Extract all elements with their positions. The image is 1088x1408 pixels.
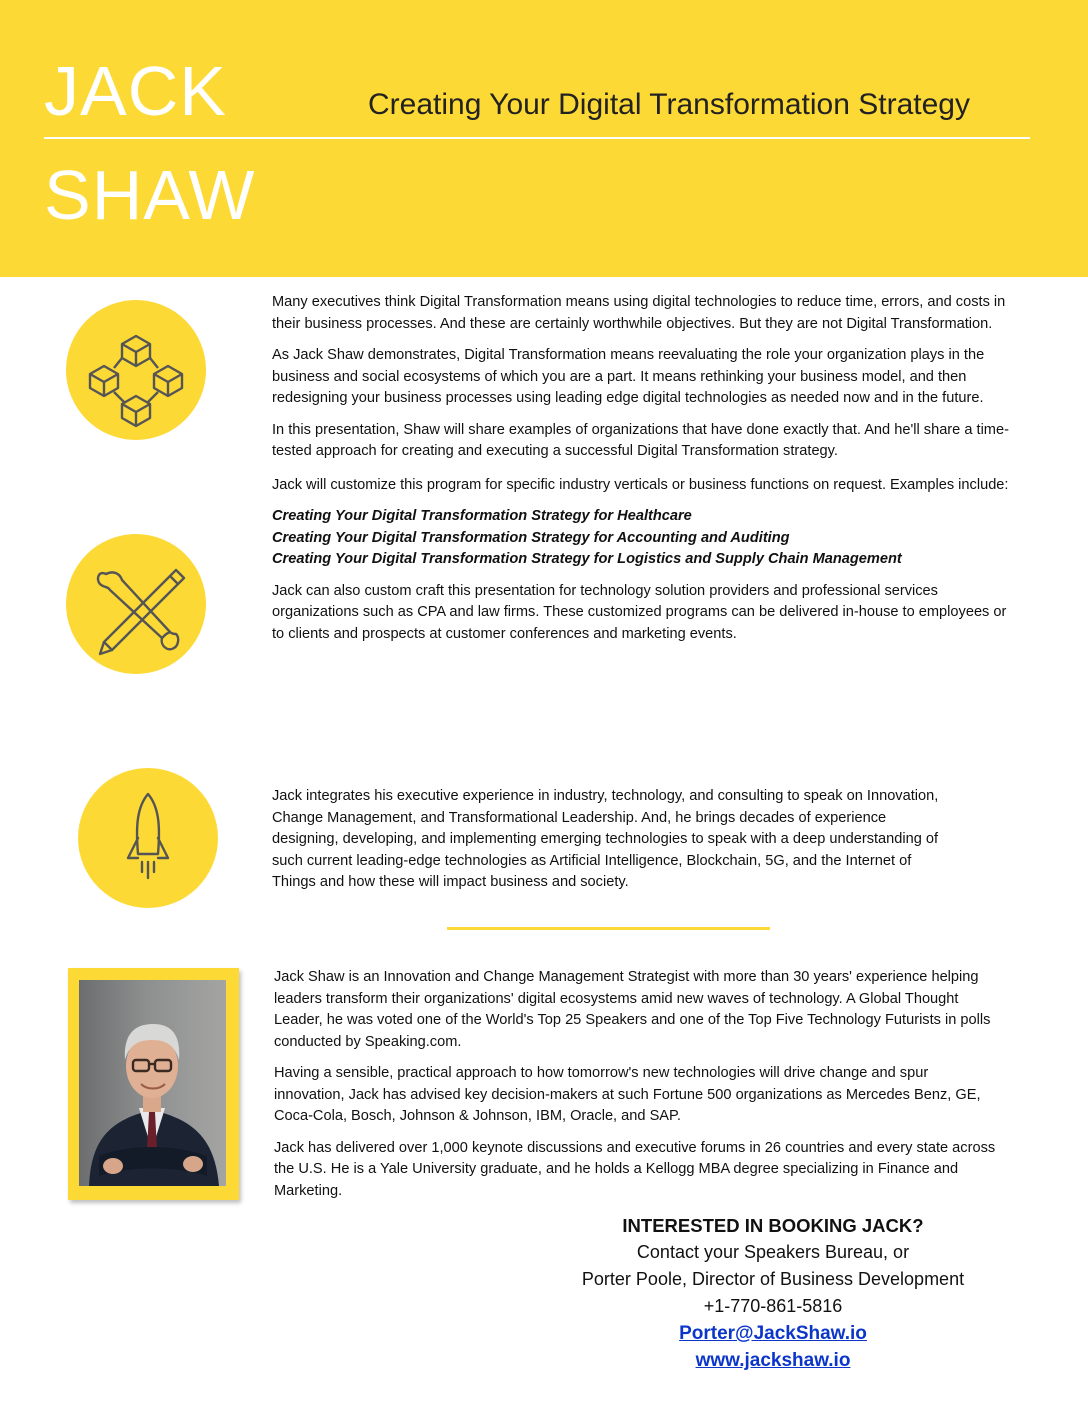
rocket-icon xyxy=(78,768,218,908)
contact-line-1: Contact your Speakers Bureau, or xyxy=(636,1242,910,1262)
intro-paragraph-3: In this presentation, Shaw will share examples of organizations that have done exactly that. And he'll share a time-tested approach for creating and executing a successful Digital Transformation strategy. xyxy=(272,421,1009,459)
name-last: SHAW xyxy=(44,156,256,234)
bio-paragraph-3: Jack has delivered over 1,000 keynote discussions and executive forums in 26 countries and every state across the U.S. He is a Yale University graduate, and he holds a Kellogg MBA degree specializing in Finance and Marketing. xyxy=(274,1139,996,1199)
bio-paragraph-2: Having a sensible, practical approach to how tomorrow's new technologies will drive change and spur innovation, Jack has advised key decision-makers at such Fortune 500 organizations as Mercedes Benz, GE, Coca-Cola, Bosch, Johnson & Johnson, IBM, Oracle, and SAP. xyxy=(274,1065,981,1124)
booking-heading: INTERESTED IN BOOKING JACK? xyxy=(622,1215,924,1236)
experience-paragraph: Jack integrates his executive experience in industry, technology, and consulting to speak on Innovation, Change Management, and Transformational Leadership. And, he brings decades of experience designing, developing, and implementing emerging technologies to speak with a deep understanding of such current leading-edge technologies as Artificial Intelligence, Blockchain, 5G, and the Internet of Things and how these will impact business and society. xyxy=(272,788,939,890)
example-healthcare: Creating Your Digital Transformation Strategy for Healthcare xyxy=(272,508,692,524)
photo-frame xyxy=(68,968,239,1200)
name-first: JACK xyxy=(44,52,227,130)
example-logistics: Creating Your Digital Transformation Strategy for Logistics and Supply Chain Management xyxy=(272,551,902,567)
tools-icon xyxy=(66,534,206,674)
intro-paragraph-1: Many executives think Digital Transformation means using digital technologies to reduce time, errors, and costs in their business processes. And these are certainly worthwhile objectives. But they are not Digital Transformation. xyxy=(272,294,1006,332)
section-divider xyxy=(447,927,770,930)
contact-block xyxy=(540,1212,1006,1374)
contact-line-2: Porter Poole, Director of Business Development xyxy=(581,1269,965,1289)
speaker-photo xyxy=(79,980,226,1186)
intro-paragraph-4: Jack will customize this program for specific industry verticals or business functions on request. Examples include: xyxy=(272,476,1009,493)
website-link[interactable]: www.jackshaw.io xyxy=(695,1350,851,1371)
bio-section xyxy=(274,967,1002,1212)
header-rule xyxy=(44,137,1030,139)
intro-paragraph-2: As Jack Shaw demonstrates, Digital Transformation means reevaluating the role your organization plays in the business and social ecosystems of which you are a part. It means rethinking your business model, and then redesigning your business processes using leading edge digital technologies as needed now and in the future. xyxy=(272,347,985,406)
email-link[interactable]: Porter@JackShaw.io xyxy=(679,1323,867,1344)
page-subtitle: Creating Your Digital Transformation Strategy xyxy=(368,88,970,121)
header-banner xyxy=(0,0,1088,277)
intro-section xyxy=(272,292,1012,655)
intro-paragraph-5: Jack can also custom craft this presentation for technology solution providers and professional services organizations such as CPA and law firms. These customized programs can be delivered in-house to employees or to clients and prospects at customer conferences and marketing events. xyxy=(272,582,1007,642)
blocks-network-icon xyxy=(66,300,206,440)
contact-phone: +1-770-861-5816 xyxy=(703,1296,843,1316)
examples-list xyxy=(272,506,1012,571)
bio-paragraph-1: Jack Shaw is an Innovation and Change Management Strategist with more than 30 years' experience helping leaders transform their organizations' digital ecosystems amid new waves of technology. A Global Thought Leader, he was voted one of the World's Top 25 Speakers and one of the Top Five Technology Futurists in polls conducted by Speaking.com. xyxy=(274,969,991,1050)
experience-section xyxy=(272,786,944,904)
example-accounting: Creating Your Digital Transformation Strategy for Accounting and Auditing xyxy=(272,529,790,546)
